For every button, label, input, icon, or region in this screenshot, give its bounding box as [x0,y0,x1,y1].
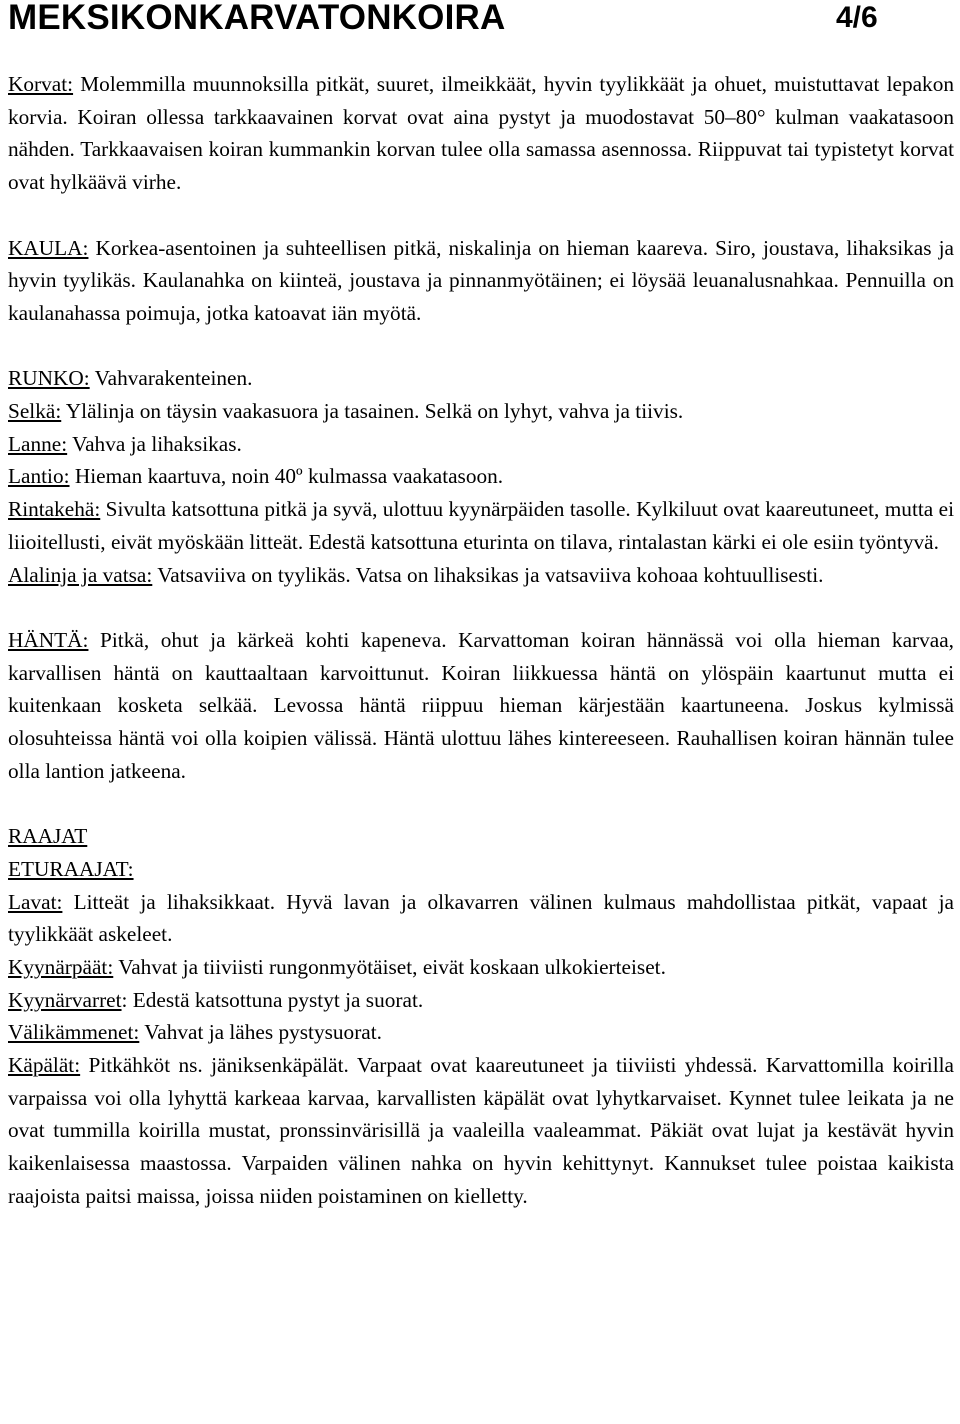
text-kyynarpaat: Vahvat ja tiiviisti rungonmyötäiset, eivät koskaan ulkokierteiset. [113,954,666,979]
label-alalinja: Alalinja ja vatsa: [8,562,153,587]
label-lavat: Lavat: [8,889,63,914]
text-lantio: Hieman kaartuva, noin 40º kulmassa vaakatasoon. [69,464,504,489]
paragraph-lanne [8,428,954,461]
document-page [8,0,954,1213]
paragraph-kyynarvarret [8,984,954,1017]
label-lantio: Lantio: [8,464,70,489]
label-runko: RUNKO: [8,366,90,391]
text-kaula: Korkea-asentoinen ja suhteellisen pitkä, niskalinja on hieman kaareva. Siro, joustava, lihaksikas ja hyvin tyylikäs. Kaulanahka on kiinteä, joustava ja pinnanmyötäinen; ei löysää leuanalusnahkaa. Pennuilla on kaulanahassa poimuja, jotka katoavat iän myötä. [8,235,954,325]
paragraph-kyynarpaat [8,951,954,984]
label-kyynarvarret: Kyynärvarret [8,987,122,1012]
label-raajat: RAAJAT [8,824,88,849]
label-kyynarpaat: Kyynärpäät: [8,954,114,979]
text-korvat: Molemmilla muunnoksilla pitkät, suuret, ilmeikkäät, hyvin tyylikkäät ja ohuet, muistuttavat lepakon korvia. Koiran ollessa tarkkaavainen korvat ovat aina pystyt ja muodostavat 50–80° kulman vaakatasoon nähden. Tarkkaavaisen koiran kummankin korvan tulee olla samassa asennossa. Riippuvat tai typistetyt korvat ovat hylkäävä virhe. [8,72,954,195]
label-kapalat: Käpälät: [8,1053,81,1078]
paragraph-selka [8,395,954,428]
text-lavat: Litteät ja lihaksikkaat. Hyvä lavan ja olkavarren välinen kulmaus mahdollistaa pitkät, vapaat ja tyylikkäät askeleet. [8,889,954,947]
label-kaula: KAULA: [8,235,89,260]
label-valikammenet: Välikämmenet: [8,1020,140,1045]
spacer [8,330,954,363]
text-kapalat: Pitkähköt ns. jäniksenkäpälät. Varpaat ovat kaareutuneet ja tiiviisti yhdessä. Karvattomilla koirilla varpaissa voi olla lyhyttä karkeaa karvaa, karvallisten käpälät ovat lyhytkarvaiset. Kynnet tulee leikata ja ne ovat tummilla koirilla mustat, pronssinvärisillä ja vaaleilla vaaleammat. Päkiät ovat lujat ja kestävät hyvin kaikenlaisessa maastossa. Varpaiden välinen nahka on hyvin kehittynyt. Kannukset tulee poistaa kaikista raajoista paitsi maissa, joissa niiden poistaminen on kielletty. [8,1053,954,1208]
paragraph-korvat [8,68,954,199]
paragraph-valikammenet [8,1016,954,1049]
label-hanta: HÄNTÄ: [8,627,89,652]
spacer [8,199,954,232]
text-alalinja: Vatsaviiva on tyylikäs. Vatsa on lihaksikas ja vatsaviiva kohoaa kohtuullisesti. [152,562,824,587]
spacer [8,591,954,624]
label-lanne: Lanne: [8,431,68,456]
heading-raajat [8,820,954,853]
paragraph-lavat [8,886,954,951]
text-valikammenet: Vahvat ja lähes pystysuorat. [139,1020,382,1045]
subheading-eturaajat [8,853,954,886]
page-header [8,0,954,38]
text-lanne: Vahva ja lihaksikas. [67,431,242,456]
paragraph-hanta [8,624,954,788]
paragraph-rintakeha [8,493,954,558]
spacer [8,787,954,820]
text-rintakeha: Sivulta katsottuna pitkä ja syvä, ulottuu kyynärpäiden tasolle. Kylkiluut ovat kaareutuneet, mutta ei liioitellusti, eivät myöskään litteät. Edestä katsottuna eturinta on tilava, rintalastan kärki ei ole esiin työntyvä. [8,497,954,554]
paragraph-kapalat [8,1049,954,1213]
document-body [8,68,954,1213]
label-eturaajat: ETURAAJAT: [8,856,134,881]
paragraph-alalinja [8,559,954,592]
text-selka: Ylälinja on täysin vaakasuora ja tasainen. Selkä on lyhyt, vahva ja tiivis. [61,399,684,423]
page-number: 4/6 [836,1,878,34]
paragraph-lantio [8,460,954,493]
paragraph-kaula [8,232,954,330]
document-title: MEKSIKONKARVATONKOIRA [8,0,506,37]
label-selka: Selkä: [8,399,62,423]
label-korvat: Korvat: [8,72,74,96]
label-rintakeha: Rintakehä: [8,497,101,522]
text-runko: Vahvarakenteinen. [89,366,253,391]
text-hanta: Pitkä, ohut ja kärkeä kohti kapeneva. Karvattoman koiran hännässä voi olla hieman karvaa, karvallisen häntä on kauttaaltaan karvoittunut. Koiran liikkuessa häntä on ylöspäin kaartunut mutta ei kuitenkaan kosketa selkää. Levossa häntä riippuu hieman kärjestään kaartuneena. Joskus kylmissä olosuhteissa häntä voi olla koipien välissä. Häntä ulottuu lähes kintereeseen. Rauhallisen koiran hännän tulee olla lantion jatkeena. [8,627,954,783]
text-kyynarvarret: : Edestä katsottuna pystyt ja suorat. [121,987,424,1012]
paragraph-runko [8,362,954,395]
